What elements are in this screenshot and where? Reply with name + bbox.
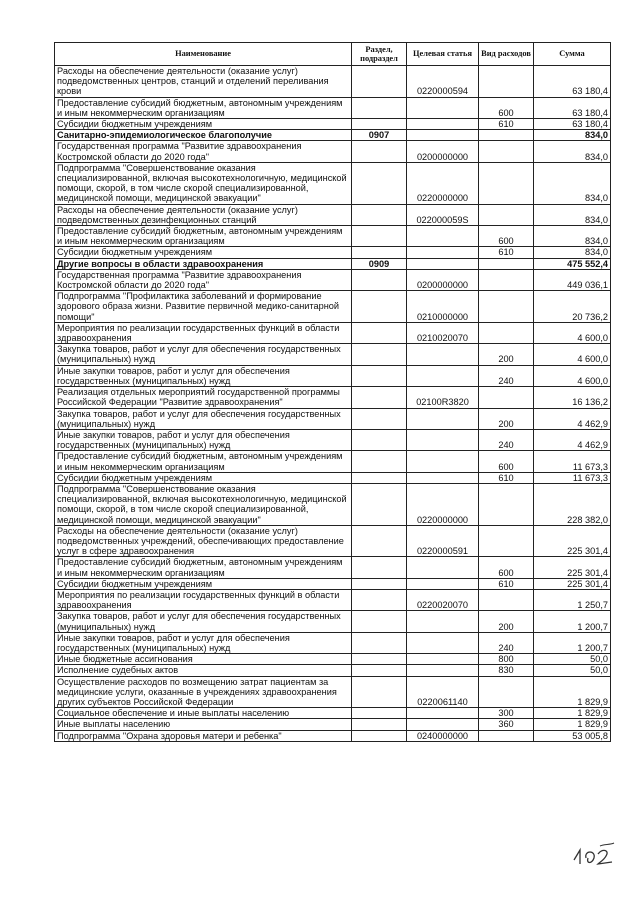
table-row [55, 589, 611, 610]
row-expense-type: 240 [479, 632, 534, 653]
row-sum: 834,0 [534, 162, 611, 204]
row-section [352, 578, 407, 589]
row-sum: 4 600,0 [534, 365, 611, 386]
row-article [407, 365, 479, 386]
row-expense-type: 240 [479, 365, 534, 386]
row-article [407, 708, 479, 719]
row-article: 0200000000 [407, 269, 479, 290]
header-article: Целевая статья [407, 43, 479, 66]
table-row [55, 141, 611, 162]
row-name: Подпрограмма "Совершенствование оказания специализированной, включая высокотехнологичную, медицинской помощи, скорой, в том числе скорой специализированной, медицинской помощи, медицинской эвакуации" [55, 483, 352, 525]
row-sum: 50,0 [534, 665, 611, 676]
row-sum: 228 382,0 [534, 483, 611, 525]
row-article [407, 247, 479, 258]
row-sum: 11 673,3 [534, 472, 611, 483]
row-section [352, 162, 407, 204]
row-sum: 4 462,9 [534, 408, 611, 429]
row-article [407, 654, 479, 665]
table-row [55, 525, 611, 557]
row-sum: 834,0 [534, 204, 611, 225]
row-sum: 834,0 [534, 130, 611, 141]
row-article: 0220061140 [407, 676, 479, 708]
row-article [407, 130, 479, 141]
row-name: Закупка товаров, работ и услуг для обеспечения государственных (муниципальных) нужд [55, 611, 352, 632]
row-name: Иные закупки товаров, работ и услуг для обеспечения государственных (муниципальных) нужд [55, 429, 352, 450]
table-row [55, 291, 611, 323]
row-name: Иные бюджетные ассигнования [55, 654, 352, 665]
table-header-row [55, 43, 611, 66]
row-article: 0220000000 [407, 162, 479, 204]
row-sum: 63 180,4 [534, 97, 611, 118]
row-name: Закупка товаров, работ и услуг для обеспечения государственных (муниципальных) нужд [55, 408, 352, 429]
row-article: 0220000594 [407, 66, 479, 98]
row-name: Закупка товаров, работ и услуг для обеспечения государственных (муниципальных) нужд [55, 344, 352, 365]
row-expense-type [479, 130, 534, 141]
row-article [407, 451, 479, 472]
header-expense-type: Вид расходов [479, 43, 534, 66]
row-name: Предоставление субсидий бюджетным, автономным учреждениям и иным некоммерческим организациям [55, 97, 352, 118]
row-article [407, 408, 479, 429]
row-sum: 63 180,4 [534, 119, 611, 130]
row-sum: 834,0 [534, 226, 611, 247]
row-section [352, 247, 407, 258]
row-expense-type [479, 258, 534, 269]
section-row [55, 130, 611, 141]
row-expense-type: 610 [479, 472, 534, 483]
row-sum: 834,0 [534, 247, 611, 258]
row-expense-type: 200 [479, 408, 534, 429]
row-article [407, 665, 479, 676]
row-sum: 1 200,7 [534, 632, 611, 653]
row-name: Государственная программа "Развитие здравоохранения Костромской области до 2020 года" [55, 141, 352, 162]
row-section [352, 589, 407, 610]
row-name: Иные закупки товаров, работ и услуг для обеспечения государственных (муниципальных) нужд [55, 632, 352, 653]
table-row [55, 557, 611, 578]
header-name: Наименование [55, 43, 352, 66]
table-row [55, 483, 611, 525]
row-expense-type [479, 322, 534, 343]
row-section [352, 429, 407, 450]
row-sum: 834,0 [534, 141, 611, 162]
header-section: Раздел, подраздел [352, 43, 407, 66]
table-row [55, 708, 611, 719]
row-section [352, 654, 407, 665]
row-article [407, 472, 479, 483]
row-name: Социальное обеспечение и иные выплаты населению [55, 708, 352, 719]
row-section: 0907 [352, 130, 407, 141]
row-section [352, 408, 407, 429]
table-row [55, 654, 611, 665]
row-section [352, 525, 407, 557]
row-sum: 475 552,4 [534, 258, 611, 269]
table-row [55, 730, 611, 741]
row-sum: 225 301,4 [534, 525, 611, 557]
row-sum: 16 136,2 [534, 387, 611, 408]
table-row [55, 632, 611, 653]
row-sum: 1 200,7 [534, 611, 611, 632]
table-row [55, 204, 611, 225]
handwritten-page-number [570, 840, 618, 868]
row-section [352, 730, 407, 741]
row-sum: 4 600,0 [534, 322, 611, 343]
row-name: Подпрограмма "Профилактика заболеваний и формирование здорового образа жизни. Развитие первичной медико-санитарной помощи" [55, 291, 352, 323]
row-article: 0210000000 [407, 291, 479, 323]
row-article [407, 611, 479, 632]
row-sum: 50,0 [534, 654, 611, 665]
row-expense-type: 300 [479, 708, 534, 719]
row-name: Подпрограмма "Совершенствование оказания специализированной, включая высокотехнологичную, медицинской помощи, скорой, в том числе скорой специализированной, медицинской помощи, медицинской эвакуации" [55, 162, 352, 204]
row-article [407, 226, 479, 247]
row-expense-type: 830 [479, 665, 534, 676]
row-article: 0220020070 [407, 589, 479, 610]
table-row [55, 408, 611, 429]
row-expense-type: 610 [479, 578, 534, 589]
row-section [352, 483, 407, 525]
table-row [55, 451, 611, 472]
row-sum: 20 736,2 [534, 291, 611, 323]
row-expense-type: 240 [479, 429, 534, 450]
table-row [55, 344, 611, 365]
row-name: Исполнение судебных актов [55, 665, 352, 676]
row-section [352, 676, 407, 708]
row-article [407, 578, 479, 589]
row-section [352, 226, 407, 247]
row-expense-type: 610 [479, 247, 534, 258]
row-section [352, 451, 407, 472]
row-section [352, 665, 407, 676]
table-row [55, 429, 611, 450]
section-row [55, 258, 611, 269]
row-name: Иные закупки товаров, работ и услуг для обеспечения государственных (муниципальных) нужд [55, 365, 352, 386]
row-expense-type [479, 66, 534, 98]
row-section [352, 66, 407, 98]
table-row [55, 322, 611, 343]
table-row [55, 119, 611, 130]
row-name: Реализация отдельных мероприятий государственной программы Российской Федерации "Развитие здравоохранения" [55, 387, 352, 408]
row-section [352, 344, 407, 365]
row-sum: 1 829,9 [534, 676, 611, 708]
row-expense-type [479, 269, 534, 290]
row-name: Предоставление субсидий бюджетным, автономным учреждениям и иным некоммерческим организациям [55, 226, 352, 247]
row-expense-type [479, 204, 534, 225]
table-row [55, 247, 611, 258]
row-article [407, 632, 479, 653]
row-expense-type [479, 589, 534, 610]
row-name: Субсидии бюджетным учреждениям [55, 247, 352, 258]
row-name: Подпрограмма "Охрана здоровья матери и ребенка" [55, 730, 352, 741]
row-name: Санитарно-эпидемиологическое благополучие [55, 130, 352, 141]
row-section: 0909 [352, 258, 407, 269]
row-sum: 63 180,4 [534, 66, 611, 98]
row-name: Мероприятия по реализации государственных функций в области здравоохранения [55, 589, 352, 610]
row-expense-type [479, 291, 534, 323]
row-section [352, 387, 407, 408]
row-article [407, 97, 479, 118]
row-section [352, 322, 407, 343]
row-expense-type [479, 387, 534, 408]
row-expense-type: 600 [479, 451, 534, 472]
row-expense-type [479, 525, 534, 557]
row-expense-type [479, 730, 534, 741]
row-sum: 11 673,3 [534, 451, 611, 472]
budget-table [54, 42, 611, 742]
row-sum: 1 829,9 [534, 708, 611, 719]
row-section [352, 269, 407, 290]
row-article [407, 719, 479, 730]
row-article: 0210020070 [407, 322, 479, 343]
row-expense-type: 600 [479, 557, 534, 578]
row-name: Иные выплаты населению [55, 719, 352, 730]
table-row [55, 665, 611, 676]
row-article [407, 119, 479, 130]
table-row [55, 472, 611, 483]
table-row [55, 226, 611, 247]
row-article: 0220000591 [407, 525, 479, 557]
row-sum: 1 829,9 [534, 719, 611, 730]
table-row [55, 365, 611, 386]
row-section [352, 291, 407, 323]
row-section [352, 719, 407, 730]
table-row [55, 162, 611, 204]
row-name: Расходы на обеспечение деятельности (оказание услуг) подведомственных центров, станций и отделений переливания крови [55, 66, 352, 98]
row-name: Предоставление субсидий бюджетным, автономным учреждениям и иным некоммерческим организациям [55, 557, 352, 578]
row-section [352, 632, 407, 653]
row-sum: 449 036,1 [534, 269, 611, 290]
row-name: Другие вопросы в области здравоохранения [55, 258, 352, 269]
row-section [352, 611, 407, 632]
row-name: Расходы на обеспечение деятельности (оказание услуг) подведомственных дезинфекционных станций [55, 204, 352, 225]
row-expense-type: 360 [479, 719, 534, 730]
row-expense-type [479, 483, 534, 525]
row-name: Осуществление расходов по возмещению затрат пациентам за медицинские услуги, оказанные в учреждениях здравоохранения других субъектов Российской Федерации [55, 676, 352, 708]
row-expense-type: 600 [479, 97, 534, 118]
row-name: Субсидии бюджетным учреждениям [55, 578, 352, 589]
row-name: Предоставление субсидий бюджетным, автономным учреждениям и иным некоммерческим организациям [55, 451, 352, 472]
table-row [55, 611, 611, 632]
row-section [352, 365, 407, 386]
row-expense-type [479, 162, 534, 204]
row-expense-type: 610 [479, 119, 534, 130]
table-row [55, 676, 611, 708]
row-section [352, 141, 407, 162]
row-article: 02100R3820 [407, 387, 479, 408]
row-sum: 4 462,9 [534, 429, 611, 450]
row-expense-type: 800 [479, 654, 534, 665]
row-name: Расходы на обеспечение деятельности (оказание услуг) подведомственных учреждений, обеспечивающих предоставление услуг в сфере здравоохранения [55, 525, 352, 557]
row-article: 022000059S [407, 204, 479, 225]
row-expense-type [479, 676, 534, 708]
row-sum: 225 301,4 [534, 557, 611, 578]
table-row [55, 719, 611, 730]
row-sum: 53 005,8 [534, 730, 611, 741]
row-sum: 1 250,7 [534, 589, 611, 610]
row-expense-type: 200 [479, 611, 534, 632]
table-row [55, 97, 611, 118]
row-article: 0220000000 [407, 483, 479, 525]
row-sum: 4 600,0 [534, 344, 611, 365]
row-article: 0240000000 [407, 730, 479, 741]
row-section [352, 557, 407, 578]
header-sum: Сумма [534, 43, 611, 66]
row-sum: 225 301,4 [534, 578, 611, 589]
table-row [55, 578, 611, 589]
row-name: Государственная программа "Развитие здравоохранения Костромской области до 2020 года" [55, 269, 352, 290]
row-expense-type: 600 [479, 226, 534, 247]
row-section [352, 119, 407, 130]
row-article [407, 429, 479, 450]
row-section [352, 708, 407, 719]
row-name: Мероприятия по реализации государственных функций в области здравоохранения [55, 322, 352, 343]
table-row [55, 269, 611, 290]
row-name: Субсидии бюджетным учреждениям [55, 472, 352, 483]
row-section [352, 97, 407, 118]
table-row [55, 66, 611, 98]
table-body [55, 66, 611, 742]
row-section [352, 204, 407, 225]
row-article: 0200000000 [407, 141, 479, 162]
row-expense-type: 200 [479, 344, 534, 365]
row-article [407, 344, 479, 365]
row-expense-type [479, 141, 534, 162]
row-name: Субсидии бюджетным учреждениям [55, 119, 352, 130]
table-row [55, 387, 611, 408]
row-article [407, 258, 479, 269]
row-article [407, 557, 479, 578]
row-section [352, 472, 407, 483]
